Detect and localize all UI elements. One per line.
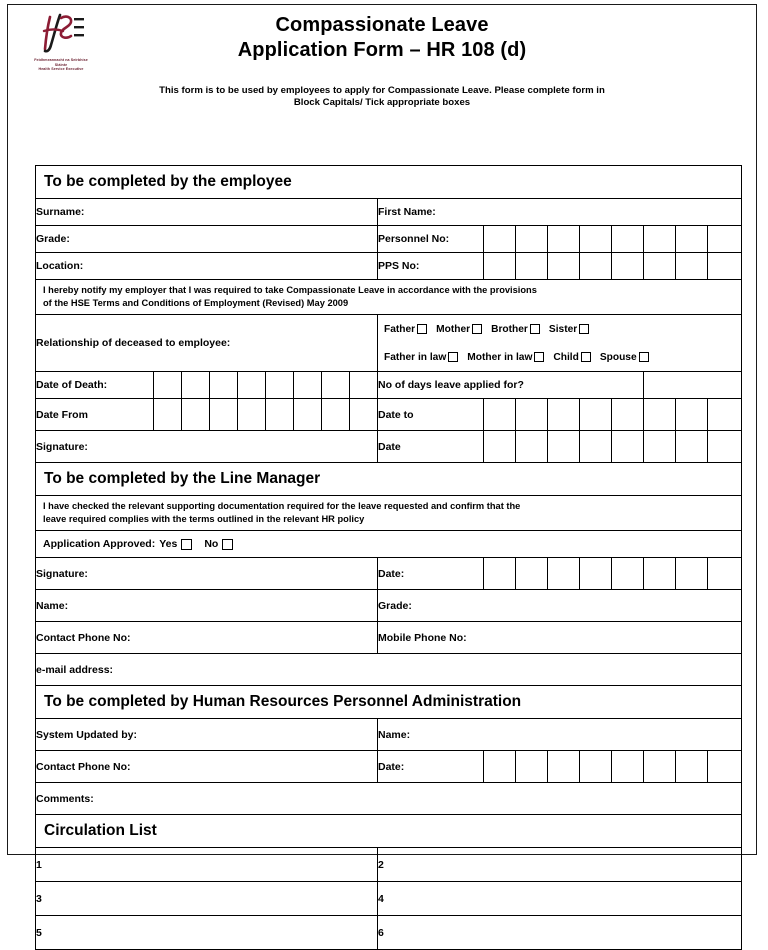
location-label[interactable]: Location:: [36, 253, 378, 280]
date-to-box[interactable]: [580, 399, 612, 431]
application-approved-no-label: No: [204, 538, 219, 550]
hr-date-box[interactable]: [676, 751, 708, 783]
manager-date-label: Date:: [378, 558, 484, 590]
checkbox-icon[interactable]: [639, 352, 649, 362]
personnel-no-box[interactable]: [548, 226, 580, 253]
section-header-circulation-list-label: Circulation List: [36, 815, 742, 848]
relationship-label: Relationship of deceased to employee:: [36, 315, 378, 372]
date-of-death-box[interactable]: [210, 372, 238, 399]
form-instructions-line2: Block Capitals/ Tick appropriate boxes: [293, 97, 471, 108]
circulation-item-5[interactable]: 5: [36, 916, 378, 950]
relationship-option-father-label: Father: [384, 323, 416, 335]
date-to-box[interactable]: [644, 399, 676, 431]
hr-date-box[interactable]: [644, 751, 676, 783]
days-applied-label: No of days leave applied for?: [378, 372, 644, 399]
circulation-item-4[interactable]: 4: [378, 882, 742, 916]
employee-date-box[interactable]: [612, 431, 644, 463]
relationship-option-mother-in-law-label: Mother in law: [467, 351, 533, 363]
manager-contact-phone-label[interactable]: Contact Phone No:: [36, 622, 378, 654]
circulation-item-3[interactable]: 3: [36, 882, 378, 916]
manager-date-box[interactable]: [548, 558, 580, 590]
page-title: [8, 5, 756, 63]
checkbox-icon[interactable]: [534, 352, 544, 362]
employee-date-box[interactable]: [580, 431, 612, 463]
section-header-circulation-list: [36, 815, 742, 848]
system-updated-by-label[interactable]: System Updated by:: [36, 719, 378, 751]
personnel-no-box[interactable]: [612, 226, 644, 253]
date-of-death-box[interactable]: [182, 372, 210, 399]
form-page: [7, 4, 757, 939]
manager-signature-label[interactable]: Signature:: [36, 558, 378, 590]
employee-date-label: Date: [378, 431, 484, 463]
date-of-death-box[interactable]: [350, 372, 378, 399]
date-of-death-box[interactable]: [294, 372, 322, 399]
date-to-label: Date to: [378, 399, 484, 431]
manager-date-box[interactable]: [484, 558, 516, 590]
checkbox-icon[interactable]: [181, 539, 192, 550]
row-surname-firstname: [36, 199, 742, 226]
manager-email-label[interactable]: e-mail address:: [36, 654, 742, 686]
employee-date-box[interactable]: [484, 431, 516, 463]
manager-name-label[interactable]: Name:: [36, 590, 378, 622]
row-manager-confirmation: [36, 496, 742, 531]
date-from-box[interactable]: [266, 399, 294, 431]
section-header-hr: [36, 686, 742, 719]
hse-logo: [30, 11, 92, 75]
relationship-option-child-label: Child: [553, 351, 579, 363]
checkbox-icon[interactable]: [472, 324, 482, 334]
date-from-label: Date From: [36, 399, 154, 431]
manager-date-box[interactable]: [612, 558, 644, 590]
days-applied-input[interactable]: [644, 372, 742, 399]
row-relationship: [36, 315, 742, 372]
hr-comments-label[interactable]: Comments:: [36, 783, 742, 815]
date-from-box[interactable]: [238, 399, 266, 431]
checkbox-icon[interactable]: [530, 324, 540, 334]
relationship-option-brother[interactable]: [491, 324, 540, 335]
pps-no-box[interactable]: [580, 253, 612, 280]
row-hr-comments: [36, 783, 742, 815]
employee-date-box[interactable]: [516, 431, 548, 463]
date-from-box[interactable]: [154, 399, 182, 431]
row-manager-phones: [36, 622, 742, 654]
manager-confirmation-line2: leave required complies with the terms outlined in the relevant HR policy: [43, 513, 365, 524]
manager-date-box[interactable]: [676, 558, 708, 590]
manager-date-box[interactable]: [580, 558, 612, 590]
table-row: [36, 882, 742, 916]
relationship-option-child[interactable]: [553, 352, 590, 363]
relationship-option-mother[interactable]: [436, 324, 482, 335]
date-of-death-box[interactable]: [238, 372, 266, 399]
pps-no-box[interactable]: [516, 253, 548, 280]
checkbox-icon[interactable]: [579, 324, 589, 334]
row-hr-contact-date: [36, 751, 742, 783]
manager-date-box[interactable]: [708, 558, 742, 590]
checkbox-icon[interactable]: [448, 352, 458, 362]
date-from-box[interactable]: [294, 399, 322, 431]
personnel-no-box[interactable]: [644, 226, 676, 253]
pps-no-box[interactable]: [644, 253, 676, 280]
relationship-option-brother-label: Brother: [491, 323, 528, 335]
hse-logo-tagline-line2: Health Service Executive: [38, 67, 84, 72]
pps-no-box[interactable]: [548, 253, 580, 280]
personnel-no-box[interactable]: [516, 226, 548, 253]
employee-date-box[interactable]: [548, 431, 580, 463]
row-date-of-death: [36, 372, 742, 399]
row-signature-date: [36, 431, 742, 463]
first-name-label[interactable]: First Name:: [378, 199, 742, 226]
row-date-from-date-to: [36, 399, 742, 431]
section-header-line-manager-label: To be completed by the Line Manager: [36, 463, 742, 496]
compassionate-leave-form-table: [35, 165, 742, 950]
row-application-approved: [36, 531, 742, 558]
date-to-box[interactable]: [548, 399, 580, 431]
manager-date-box[interactable]: [516, 558, 548, 590]
relationship-options-row1: [378, 315, 741, 343]
form-header: [8, 5, 756, 143]
personnel-no-box[interactable]: [580, 226, 612, 253]
form-instructions: [8, 85, 756, 109]
personnel-no-box[interactable]: [484, 226, 516, 253]
application-approved-option-yes[interactable]: [159, 538, 192, 550]
date-from-box[interactable]: [350, 399, 378, 431]
relationship-option-mother-label: Mother: [436, 323, 471, 335]
date-from-box[interactable]: [182, 399, 210, 431]
personnel-no-box[interactable]: [708, 226, 742, 253]
hr-date-box[interactable]: [612, 751, 644, 783]
row-location-pps-no: [36, 253, 742, 280]
checkbox-icon[interactable]: [417, 324, 427, 334]
hse-logo-tagline: [30, 58, 92, 72]
form-instructions-line1: This form is to be used by employees to apply for Compassionate Leave. Please complete form in: [159, 85, 605, 96]
page-title-line2: Application Form – HR 108 (d): [237, 39, 527, 61]
hr-name-label[interactable]: Name:: [378, 719, 742, 751]
application-approved-label: Application Approved:: [43, 538, 156, 550]
row-manager-name-grade: [36, 590, 742, 622]
relationship-option-father[interactable]: [384, 324, 427, 335]
checkbox-icon[interactable]: [581, 352, 591, 362]
row-grade-personnel-no: [36, 226, 742, 253]
section-header-line-manager: [36, 463, 742, 496]
date-of-death-box[interactable]: [266, 372, 294, 399]
manager-confirmation-line1: I have checked the relevant supporting documentation required for the leave requested and confirm that the: [43, 501, 521, 511]
manager-grade-label[interactable]: Grade:: [378, 590, 742, 622]
relationship-options: [378, 315, 742, 372]
table-row: [36, 916, 742, 950]
hr-date-box[interactable]: [580, 751, 612, 783]
section-header-employee: [36, 166, 742, 199]
manager-confirmation-text: [36, 496, 742, 531]
date-from-box[interactable]: [210, 399, 238, 431]
date-to-box[interactable]: [516, 399, 548, 431]
hr-date-box[interactable]: [548, 751, 580, 783]
hr-date-box[interactable]: [484, 751, 516, 783]
checkbox-icon[interactable]: [222, 539, 233, 550]
relationship-option-mother-in-law[interactable]: [467, 352, 544, 363]
application-approved-group: [36, 536, 741, 552]
row-manager-email: [36, 654, 742, 686]
manager-date-box[interactable]: [644, 558, 676, 590]
surname-label[interactable]: Surname:: [36, 199, 378, 226]
relationship-option-spouse[interactable]: [600, 352, 649, 363]
application-approved-option-no[interactable]: [204, 538, 233, 550]
circulation-item-6[interactable]: 6: [378, 916, 742, 950]
row-manager-signature-date: [36, 558, 742, 590]
hr-date-box[interactable]: [708, 751, 742, 783]
application-approved-cell: [36, 531, 742, 558]
employee-date-box[interactable]: [644, 431, 676, 463]
manager-mobile-phone-label[interactable]: Mobile Phone No:: [378, 622, 742, 654]
pps-no-box[interactable]: [676, 253, 708, 280]
date-of-death-box[interactable]: [322, 372, 350, 399]
grade-label[interactable]: Grade:: [36, 226, 378, 253]
declaration-line1: I hereby notify my employer that I was required to take Compassionate Leave in accordance with the provisions: [43, 285, 537, 295]
relationship-option-spouse-label: Spouse: [599, 351, 637, 363]
date-of-death-box[interactable]: [154, 372, 182, 399]
hr-contact-phone-label[interactable]: Contact Phone No:: [36, 751, 378, 783]
application-approved-yes-label: Yes: [159, 538, 178, 550]
circulation-item-1[interactable]: 1: [36, 848, 378, 882]
hse-logo-mark: [30, 11, 92, 57]
date-from-box[interactable]: [322, 399, 350, 431]
relationship-options-row2: [378, 343, 741, 371]
employee-date-box[interactable]: [676, 431, 708, 463]
relationship-option-sister[interactable]: [549, 324, 589, 335]
section-header-hr-label: To be completed by Human Resources Personnel Administration: [36, 686, 742, 719]
relationship-option-father-in-law-label: Father in law: [384, 351, 447, 363]
pps-no-label: PPS No:: [378, 253, 484, 280]
relationship-option-sister-label: Sister: [548, 323, 578, 335]
hr-date-label: Date:: [378, 751, 484, 783]
row-system-updated-name: [36, 719, 742, 751]
personnel-no-box[interactable]: [676, 226, 708, 253]
circulation-item-2[interactable]: 2: [378, 848, 742, 882]
table-row: [36, 848, 742, 882]
pps-no-box[interactable]: [708, 253, 742, 280]
hse-logo-tagline-line1: Feidhmeannacht na Seirbhíse Sláinte: [34, 58, 88, 67]
personnel-no-label: Personnel No:: [378, 226, 484, 253]
row-declaration: [36, 280, 742, 315]
date-of-death-label: Date of Death:: [36, 372, 154, 399]
pps-no-box[interactable]: [612, 253, 644, 280]
relationship-option-father-in-law[interactable]: [384, 352, 458, 363]
employee-signature-label[interactable]: Signature:: [36, 431, 378, 463]
pps-no-box[interactable]: [484, 253, 516, 280]
date-to-box[interactable]: [612, 399, 644, 431]
declaration-line2: of the HSE Terms and Conditions of Employment (Revised) May 2009: [43, 297, 349, 308]
section-header-employee-label: To be completed by the employee: [36, 166, 742, 199]
declaration-text: [36, 280, 742, 315]
employee-date-box[interactable]: [708, 431, 742, 463]
date-to-box[interactable]: [484, 399, 516, 431]
hr-date-box[interactable]: [516, 751, 548, 783]
date-to-box[interactable]: [708, 399, 742, 431]
page-title-line1: Compassionate Leave: [275, 14, 489, 36]
date-to-box[interactable]: [676, 399, 708, 431]
